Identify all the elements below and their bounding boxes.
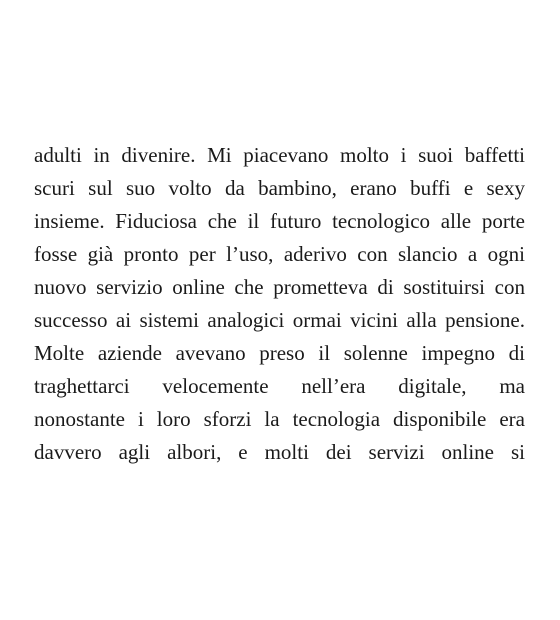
text-line: nuovo servizio online che prometteva di sostituirsi con	[34, 275, 525, 299]
text-line: traghettarci velocemente nell’era digitale, ma	[34, 374, 525, 398]
text-line: adulti in divenire. Mi piacevano molto i suoi baffetti	[34, 143, 525, 167]
text-line: scuri sul suo volto da bambino, erano buffi e sexy	[34, 176, 525, 200]
text-line: Molte aziende avevano preso il solenne impegno di	[34, 341, 525, 365]
text-line: davvero agli albori, e molti dei servizi online si	[34, 440, 525, 464]
text-line: nonostante i loro sforzi la tecnologia disponibile era	[34, 407, 525, 431]
page-text-body	[34, 139, 525, 469]
text-line: fosse già pronto per l’uso, aderivo con slancio a ogni	[34, 242, 525, 266]
text-line: successo ai sistemi analogici ormai vicini alla pensione.	[34, 308, 525, 332]
text-line: insieme. Fiduciosa che il futuro tecnologico alle porte	[34, 209, 525, 233]
